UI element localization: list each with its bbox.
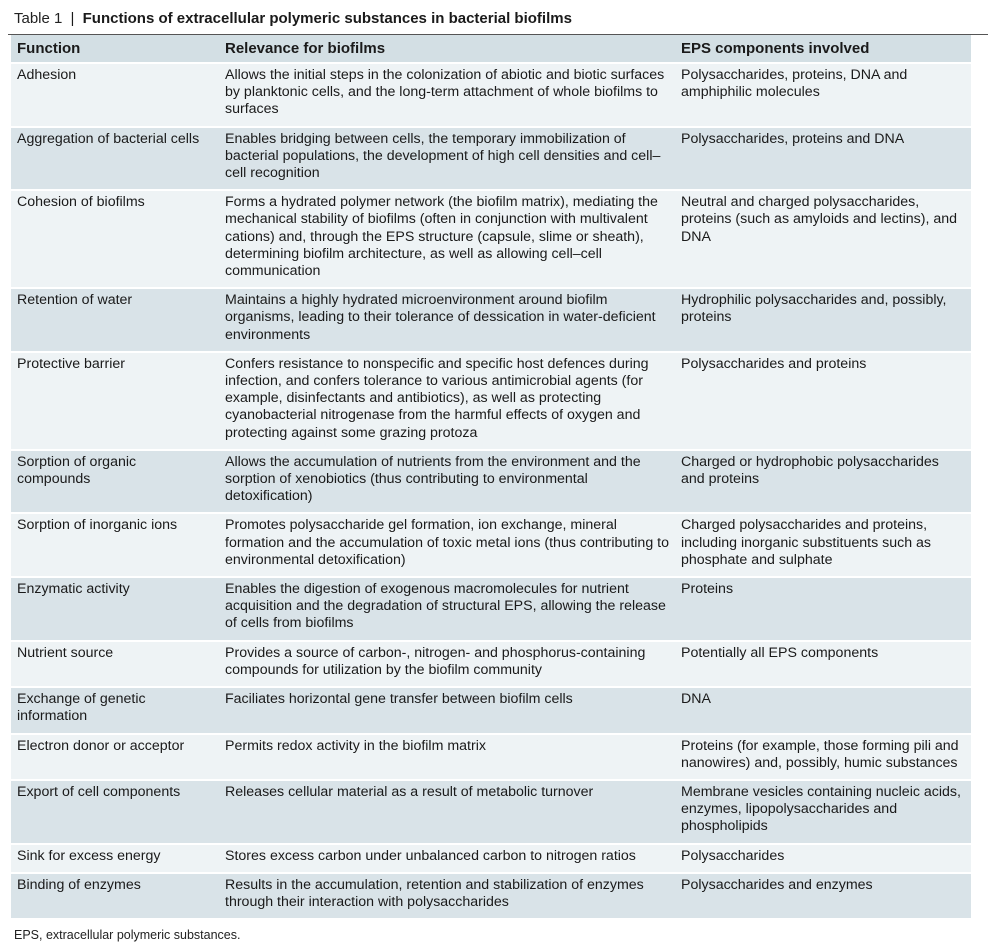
cell-relevance: Allows the accumulation of nutrients from the environment and the sorption of xenobiotics (thus contributing to environmental detoxification) bbox=[219, 451, 675, 515]
cell-components: Potentially all EPS components bbox=[675, 642, 971, 688]
header-relevance: Relevance for biofilms bbox=[219, 35, 675, 64]
table-row bbox=[11, 64, 971, 128]
cell-function: Binding of enzymes bbox=[11, 874, 219, 920]
table-row bbox=[11, 874, 971, 920]
table-label: Table 1 bbox=[14, 10, 63, 27]
cell-function: Sink for excess energy bbox=[11, 845, 219, 874]
cell-relevance: Releases cellular material as a result of metabolic turnover bbox=[219, 781, 675, 845]
cell-relevance: Permits redox activity in the biofilm matrix bbox=[219, 735, 675, 781]
cell-relevance: Maintains a highly hydrated microenvironment around biofilm organisms, leading to their tolerance of dessication in water-deficient environments bbox=[219, 289, 675, 353]
table-row bbox=[11, 735, 971, 781]
cell-components: Charged or hydrophobic polysaccharides and proteins bbox=[675, 451, 971, 515]
table-row bbox=[11, 289, 971, 353]
table-row bbox=[11, 191, 971, 289]
table-row bbox=[11, 688, 971, 734]
cell-function: Cohesion of biofilms bbox=[11, 191, 219, 289]
cell-relevance: Promotes polysaccharide gel formation, ion exchange, mineral formation and the accumulation of toxic metal ions (thus contributing to environmental detoxification) bbox=[219, 514, 675, 578]
header-row bbox=[11, 35, 971, 64]
cell-function: Adhesion bbox=[11, 64, 219, 128]
cell-components: Polysaccharides bbox=[675, 845, 971, 874]
cell-function: Protective barrier bbox=[11, 353, 219, 451]
cell-function: Sorption of inorganic ions bbox=[11, 514, 219, 578]
table-header bbox=[11, 35, 971, 64]
cell-components: Proteins bbox=[675, 578, 971, 642]
cell-components: Neutral and charged polysaccharides, proteins (such as amyloids and lectins), and DNA bbox=[675, 191, 971, 289]
table-row bbox=[11, 128, 971, 192]
table-row bbox=[11, 845, 971, 874]
cell-relevance: Faciliates horizontal gene transfer between biofilm cells bbox=[219, 688, 675, 734]
cell-function: Aggregation of bacterial cells bbox=[11, 128, 219, 192]
header-components: EPS components involved bbox=[675, 35, 971, 64]
table-caption bbox=[8, 4, 988, 35]
table-title: Functions of extracellular polymeric substances in bacterial biofilms bbox=[82, 10, 572, 27]
table-row bbox=[11, 781, 971, 845]
cell-relevance: Allows the initial steps in the colonization of abiotic and biotic surfaces by planktonic cells, and the long-term attachment of whole biofilms to surfaces bbox=[219, 64, 675, 128]
table-body bbox=[11, 64, 971, 920]
table-row bbox=[11, 514, 971, 578]
cell-relevance: Results in the accumulation, retention and stabilization of enzymes through their interaction with polysaccharides bbox=[219, 874, 675, 920]
cell-relevance: Provides a source of carbon-, nitrogen- and phosphorus-containing compounds for utilization by the biofilm community bbox=[219, 642, 675, 688]
cell-relevance: Enables bridging between cells, the temporary immobilization of bacterial populations, the development of high cell densities and cell–cell recognition bbox=[219, 128, 675, 192]
cell-relevance: Stores excess carbon under unbalanced carbon to nitrogen ratios bbox=[219, 845, 675, 874]
cell-function: Export of cell components bbox=[11, 781, 219, 845]
cell-components: Charged polysaccharides and proteins, including inorganic substituents such as phosphate and sulphate bbox=[675, 514, 971, 578]
header-function: Function bbox=[11, 35, 219, 64]
cell-components: Polysaccharides, proteins and DNA bbox=[675, 128, 971, 192]
cell-function: Sorption of organic compounds bbox=[11, 451, 219, 515]
cell-components: Membrane vesicles containing nucleic acids, enzymes, lipopolysaccharides and phospholipids bbox=[675, 781, 971, 845]
cell-components: Polysaccharides and proteins bbox=[675, 353, 971, 451]
cell-function: Electron donor or acceptor bbox=[11, 735, 219, 781]
cell-relevance: Enables the digestion of exogenous macromolecules for nutrient acquisition and the degradation of structural EPS, allowing the release of cells from biofilms bbox=[219, 578, 675, 642]
table-row bbox=[11, 451, 971, 515]
table-row bbox=[11, 353, 971, 451]
cell-relevance: Forms a hydrated polymer network (the biofilm matrix), mediating the mechanical stability of biofilms (often in conjunction with multivalent cations) and, through the EPS structure (capsule, slime or sheath), determining biofilm architecture, as well as allowing cell–cell communication bbox=[219, 191, 675, 289]
cell-components: Polysaccharides and enzymes bbox=[675, 874, 971, 920]
cell-function: Nutrient source bbox=[11, 642, 219, 688]
cell-components: Polysaccharides, proteins, DNA and amphiphilic molecules bbox=[675, 64, 971, 128]
cell-function: Exchange of genetic information bbox=[11, 688, 219, 734]
table-row bbox=[11, 642, 971, 688]
cell-components: DNA bbox=[675, 688, 971, 734]
caption-separator: | bbox=[70, 10, 75, 27]
cell-function: Enzymatic activity bbox=[11, 578, 219, 642]
eps-functions-table bbox=[11, 35, 971, 920]
cell-relevance: Confers resistance to nonspecific and specific host defences during infection, and confers tolerance to various antimicrobial agents (for example, disinfectants and antibiotics), as well as protecting cyanobacterial nitrogenase from the harmful effects of oxygen and protecting against some grazing protoza bbox=[219, 353, 675, 451]
cell-components: Proteins (for example, those forming pili and nanowires) and, possibly, humic substances bbox=[675, 735, 971, 781]
table-footnote: EPS, extracellular polymeric substances. bbox=[14, 928, 241, 942]
cell-components: Hydrophilic polysaccharides and, possibly, proteins bbox=[675, 289, 971, 353]
cell-function: Retention of water bbox=[11, 289, 219, 353]
table-row bbox=[11, 578, 971, 642]
